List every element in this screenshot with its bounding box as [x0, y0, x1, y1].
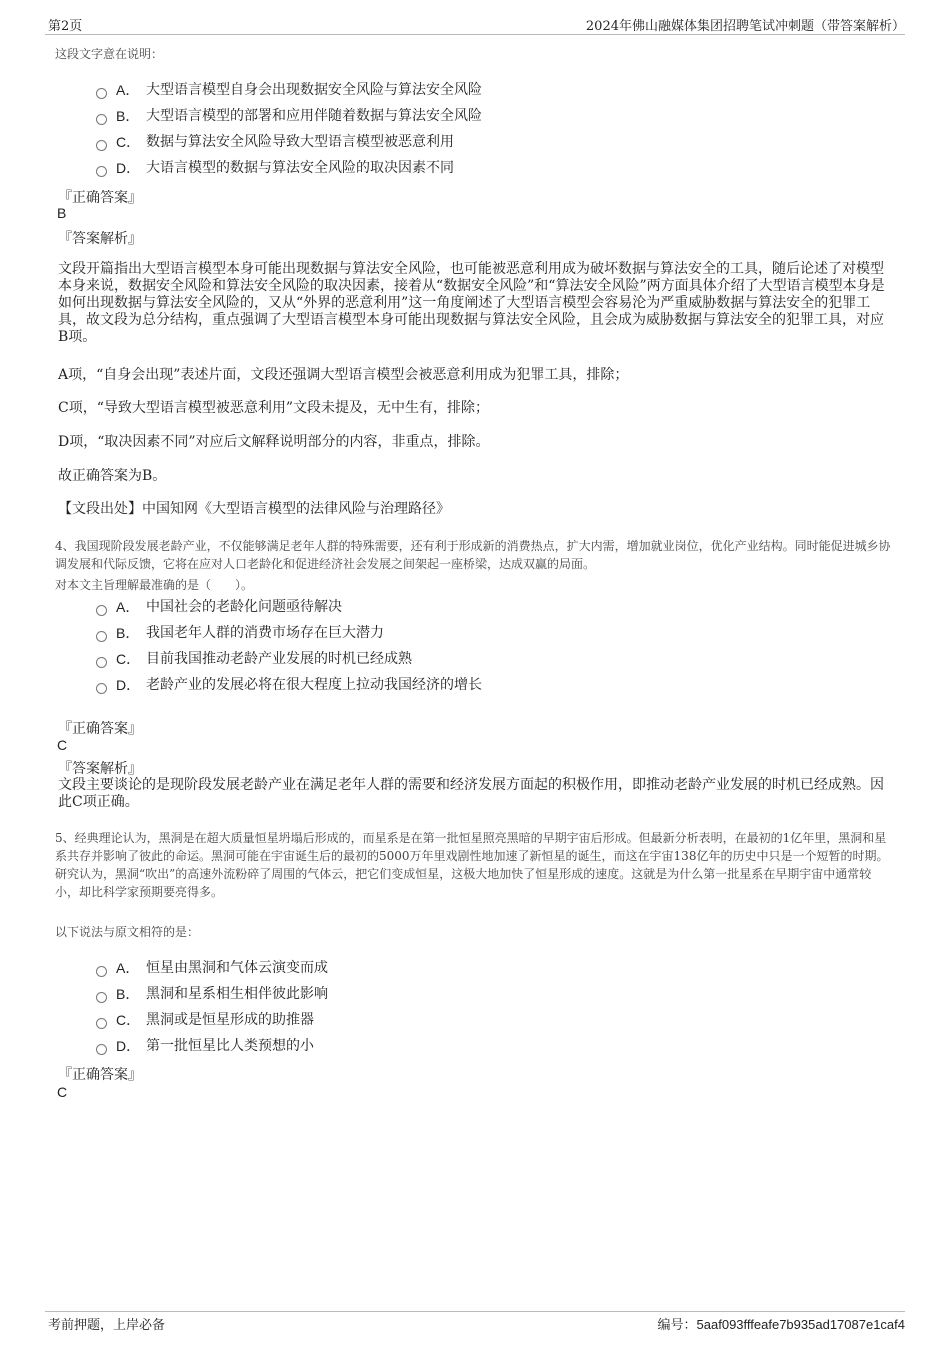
radio-icon[interactable]	[96, 631, 107, 642]
option-letter: A．	[116, 960, 140, 976]
q4-stem: 4、我国现阶段发展老龄产业，不仅能够满足老年人群的特殊需要，还有利于形成新的消费热点，扩大内需，增加就业岗位，优化产业结构。同时能促进城乡协调发展和代际反馈，它将在应对人口老龄化和促进经济社会发展之间架起一座桥梁，达成双赢的局面。	[55, 539, 891, 571]
footer-code-value: 5aaf093fffeafe7b935ad17087e1caf4	[696, 1317, 905, 1332]
q4-analysis: 文段主要谈论的是现阶段发展老龄产业在满足老年人群的需要和经济发展方面起的积极作用，即推动老龄产业发展的时机已经成熟。因此C项正确。	[58, 777, 884, 810]
q4-option-c[interactable]	[96, 649, 412, 669]
q4-answer-tag: 『正确答案』	[58, 721, 142, 737]
document-title: 2024年佛山融媒体集团招聘笔试冲刺题（带答案解析）	[585, 19, 905, 34]
radio-icon[interactable]	[96, 140, 107, 151]
option-text: 大型语言模型自身会出现数据安全风险与算法安全风险	[146, 82, 482, 98]
footer-code-label: 编号：	[657, 1318, 697, 1333]
option-text: 黑洞或是恒星形成的助推器	[146, 1012, 314, 1028]
header-divider	[45, 34, 905, 35]
q4-option-d[interactable]	[96, 675, 482, 695]
option-text: 黑洞和星系相生相伴彼此影响	[146, 986, 328, 1002]
option-letter: A．	[116, 82, 140, 98]
option-letter: B．	[116, 625, 140, 641]
q5-question: 以下说法与原文相符的是：	[55, 925, 200, 939]
radio-icon[interactable]	[96, 605, 107, 616]
q3-option-b[interactable]	[96, 106, 482, 126]
q5-stem: 5、经典理论认为，黑洞是在超大质量恒星坍塌后形成的，而星系是在第一批恒星照亮黑暗的早期宇宙后形成。但最新分析表明，在最初的1亿年里，黑洞和星系共存并影响了彼此的命运。黑洞可能在宇宙诞生后的最初的5000万年里戏剧性地加速了新恒星的诞生，而这在宇宙138亿年的历史中只是一个短暂的时期。研究认为，黑洞“吹出”的高速外流粉碎了周围的气体云，把它们变成恒星，这极大地加快了恒星形成的速度。这就是为什么第一批星系在早期宇宙中通常较小，却比科学家预期要亮得多。	[55, 831, 889, 899]
option-text: 大语言模型的数据与算法安全风险的取决因素不同	[146, 160, 454, 176]
q3-note-a: A项，“自身会出现”表述片面，文段还强调大型语言模型会被恶意利用成为犯罪工具，排除；	[58, 367, 629, 383]
q3-note-c: C项，“导致大型语言模型被恶意利用”文段未提及，无中生有，排除；	[58, 400, 490, 416]
q3-conclusion: 故正确答案为B。	[58, 468, 167, 484]
radio-icon[interactable]	[96, 114, 107, 125]
option-text: 大型语言模型的部署和应用伴随着数据与算法安全风险	[146, 108, 482, 124]
radio-icon[interactable]	[96, 657, 107, 668]
radio-icon[interactable]	[96, 166, 107, 177]
q3-answer-tag: 『正确答案』	[58, 190, 142, 206]
option-text: 中国社会的老龄化问题亟待解决	[146, 599, 342, 615]
q3-option-d[interactable]	[96, 158, 454, 178]
q4-option-a[interactable]	[96, 597, 342, 617]
q5-option-c[interactable]	[96, 1010, 314, 1030]
option-letter: C．	[116, 651, 141, 667]
q3-option-c[interactable]	[96, 132, 454, 152]
option-text: 第一批恒星比人类预想的小	[146, 1038, 314, 1054]
option-text: 恒星由黑洞和气体云演变而成	[146, 960, 328, 976]
radio-icon[interactable]	[96, 1018, 107, 1029]
option-letter: A．	[116, 599, 140, 615]
page-number: 第2页	[48, 19, 83, 34]
q4-question: 对本文主旨理解最准确的是（ ）。	[55, 578, 254, 592]
q5-option-d[interactable]	[96, 1036, 314, 1056]
option-letter: D．	[116, 1038, 141, 1054]
q4-answer: C	[57, 737, 68, 753]
q3-stem-tail: 这段文字意在说明：	[55, 47, 164, 61]
radio-icon[interactable]	[96, 88, 107, 99]
q5-answer: C	[57, 1084, 68, 1100]
option-letter: C．	[116, 1012, 141, 1028]
option-letter: D．	[116, 677, 141, 693]
q5-answer-tag: 『正确答案』	[58, 1067, 142, 1083]
q4-analysis-tag: 『答案解析』	[58, 761, 142, 777]
q4-option-b[interactable]	[96, 623, 384, 643]
q3-source: 【文段出处】中国知网《大型语言模型的法律风险与治理路径》	[58, 501, 450, 517]
option-letter: C．	[116, 134, 141, 150]
option-letter: B．	[116, 108, 140, 124]
q5-option-a[interactable]	[96, 958, 328, 978]
footer-divider	[45, 1311, 905, 1312]
option-letter: D．	[116, 160, 141, 176]
option-text: 老龄产业的发展必将在很大程度上拉动我国经济的增长	[146, 677, 482, 693]
option-text: 数据与算法安全风险导致大型语言模型被恶意利用	[146, 134, 454, 150]
footer-code	[658, 1314, 905, 1333]
q3-analysis: 文段开篇指出大型语言模型本身可能出现数据与算法安全风险，也可能被恶意利用成为破坏数据与算法安全的工具，随后论述了对模型本身来说，数据安全风险和算法安全风险的取决因素，接着从“数据安全风险”和“算法安全风险”两方面具体介绍了大型语言模型本身是如何出现数据与算法安全风险的，又从“外界的恶意利用”这一角度阐述了大型语言模型会容易沦为严重威胁数据与算法安全的犯罪工具，故文段为总分结构，重点强调了大型语言模型本身可能出现数据与算法安全风险，且会成为威胁数据与算法安全的犯罪工具，对应B项。	[58, 261, 885, 345]
option-text: 目前我国推动老龄产业发展的时机已经成熟	[146, 651, 412, 667]
q3-answer: B	[57, 205, 67, 221]
radio-icon[interactable]	[96, 966, 107, 977]
radio-icon[interactable]	[96, 992, 107, 1003]
option-letter: B．	[116, 986, 140, 1002]
option-text: 我国老年人群的消费市场存在巨大潜力	[146, 625, 384, 641]
q3-analysis-tag: 『答案解析』	[58, 231, 142, 247]
q5-option-b[interactable]	[96, 984, 328, 1004]
q3-note-d: D项，“取决因素不同”对应后文解释说明部分的内容，非重点，排除。	[58, 434, 490, 450]
radio-icon[interactable]	[96, 683, 107, 694]
radio-icon[interactable]	[96, 1044, 107, 1055]
q3-option-a[interactable]	[96, 80, 482, 100]
footer-slogan: 考前押题，上岸必备	[48, 1318, 166, 1333]
